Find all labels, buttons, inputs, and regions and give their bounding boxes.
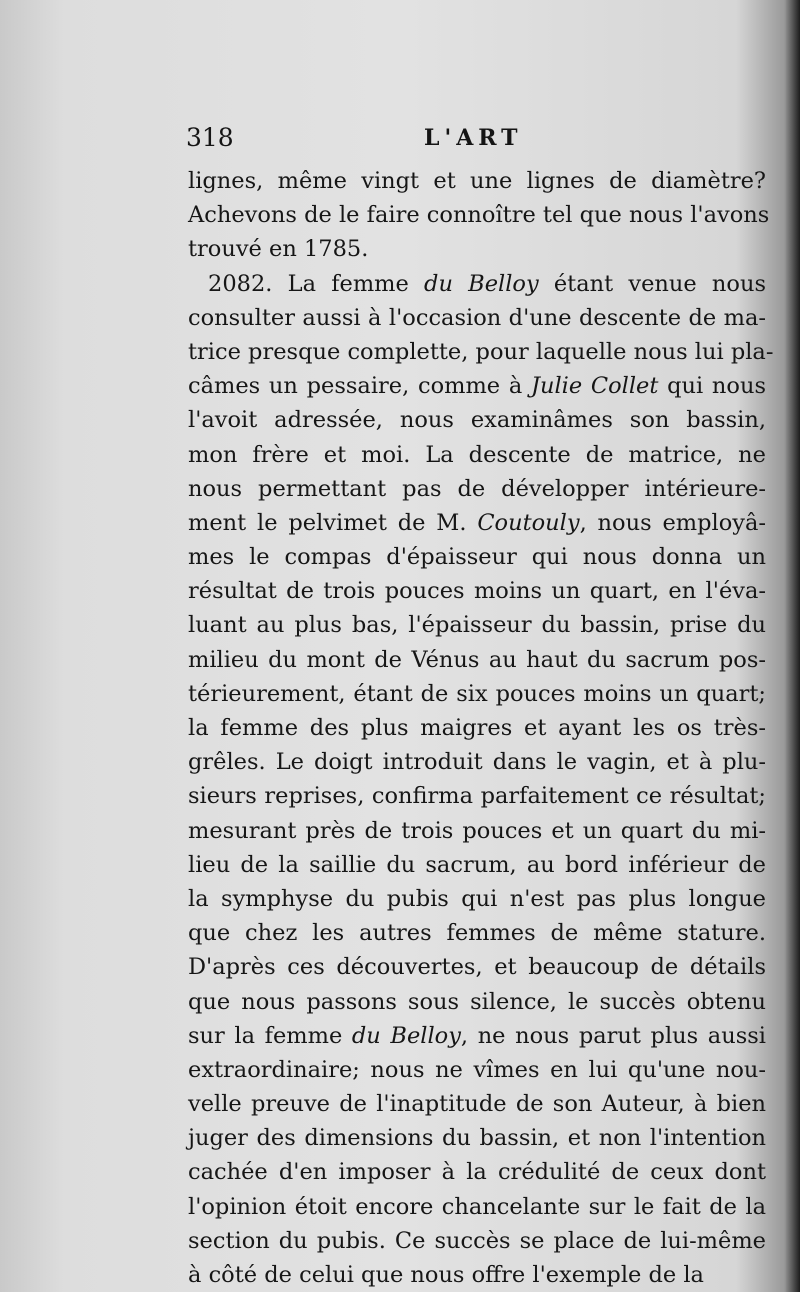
text-segment: cachée d'en imposer à la crédulité de ceux dont <box>188 1159 766 1186</box>
text-segment: qui nous <box>658 373 766 400</box>
text-line <box>188 882 766 916</box>
text-line <box>188 1121 766 1155</box>
text-line <box>188 643 766 677</box>
text-segment: mon frère et moi. La descente de matrice, ne <box>188 441 766 468</box>
text-line <box>188 438 766 472</box>
italic-name: Julie Collet <box>530 373 659 400</box>
text-segment: câmes un pessaire, comme à <box>188 373 531 400</box>
text-segment: mesurant près de trois pouces et un quart du mi- <box>188 817 766 844</box>
text-segment: D'après ces découvertes, et beaucoup de détails <box>188 954 766 981</box>
text-segment: que nous passons sous silence, le succès obtenu <box>188 988 766 1015</box>
text-segment: térieurement, étant de six pouces moins un quart; <box>188 680 766 707</box>
text-segment: trouvé en 1785. <box>188 236 369 263</box>
text-line <box>188 403 766 437</box>
text-line <box>188 1087 766 1121</box>
text-segment: l'opinion étoit encore chancelante sur le fait de la <box>188 1193 766 1220</box>
text-segment: lieu de la saillie du sacrum, au bord inférieur de <box>188 851 766 878</box>
italic-name: du Belloy <box>424 270 539 297</box>
page-number: 318 <box>186 123 234 152</box>
text-segment: sieurs reprises, confirma parfaitement ce résultat; <box>188 783 766 810</box>
text-line <box>188 301 766 335</box>
text-line <box>188 198 770 232</box>
text-line <box>188 985 766 1019</box>
text-segment: sur la femme <box>188 1022 352 1049</box>
text-line <box>188 574 766 608</box>
text-segment: juger des dimensions du bassin, et non l'intention <box>188 1125 766 1152</box>
text-line <box>188 814 766 848</box>
text-segment: l'avoit adressée, nous examinâmes son bassin, <box>188 407 766 434</box>
running-head: L'ART <box>424 125 523 151</box>
text-segment: grêles. Le doigt introduit dans le vagin, et à plu- <box>188 749 766 776</box>
text-segment: consulter aussi à l'occasion d'une descente de ma- <box>188 304 766 331</box>
italic-name: du Belloy <box>351 1022 461 1049</box>
text-line <box>188 677 766 711</box>
text-segment: velle preuve de l'inaptitude de son Auteur, à bien <box>188 1091 766 1118</box>
text-line <box>188 745 766 779</box>
text-segment: extraordinaire; nous ne vîmes en lui qu'une nou- <box>188 1056 766 1083</box>
text-line <box>188 1258 766 1292</box>
body-text <box>188 164 774 1292</box>
text-segment: la symphyse du pubis qui n'est pas plus longue <box>188 885 766 912</box>
text-line <box>188 369 766 403</box>
text-line <box>188 335 774 369</box>
page-header <box>186 123 766 163</box>
text-segment: 2082. La femme <box>208 270 425 297</box>
text-segment: Achevons de le faire connoître tel que nous l'avons <box>188 202 770 229</box>
text-line <box>188 506 766 540</box>
text-segment: , ne nous parut plus aussi <box>460 1022 766 1049</box>
text-line <box>188 916 766 950</box>
text-segment: la femme des plus maigres et ayant les os très- <box>188 715 766 741</box>
text-segment: mes le compas d'épaisseur qui nous donna un <box>188 544 766 571</box>
text-line <box>188 472 766 506</box>
text-segment: section du pubis. Ce succès se place de lui-même <box>188 1227 766 1254</box>
text-line <box>188 1155 766 1189</box>
text-line <box>188 608 766 642</box>
text-segment: lignes, même vingt et une lignes de diamètre? <box>188 168 766 194</box>
text-line <box>188 711 766 745</box>
text-line <box>188 1053 766 1087</box>
text-line <box>188 164 766 198</box>
text-segment: , nous employâ- <box>579 509 766 536</box>
text-segment: que chez les autres femmes de même stature. <box>188 920 766 947</box>
text-segment: luant au plus bas, l'épaisseur du bassin, prise du <box>188 612 766 639</box>
italic-name: Coutouly <box>477 509 580 536</box>
text-segment: nous permettant pas de développer intérieure- <box>188 475 766 502</box>
text-segment: trice presque complette, pour laquelle nous lui pla- <box>188 338 774 365</box>
text-segment: étant venue nous <box>538 270 766 297</box>
text-line <box>188 232 766 266</box>
text-segment: résultat de trois pouces moins un quart, en l'éva- <box>188 578 766 605</box>
text-line <box>188 1224 766 1258</box>
text-line <box>188 950 766 984</box>
text-line <box>188 1019 766 1053</box>
text-segment: milieu du mont de Vénus au haut du sacrum pos- <box>188 646 766 673</box>
book-spine-shadow <box>786 0 800 1292</box>
text-line <box>188 267 766 301</box>
text-segment: ment le pelvimet de M. <box>188 509 478 536</box>
text-segment: à côté de celui que nous offre l'exemple de la <box>188 1262 704 1288</box>
text-line <box>188 848 766 882</box>
text-line <box>188 540 766 574</box>
text-line <box>188 779 766 813</box>
text-line <box>188 1190 766 1224</box>
